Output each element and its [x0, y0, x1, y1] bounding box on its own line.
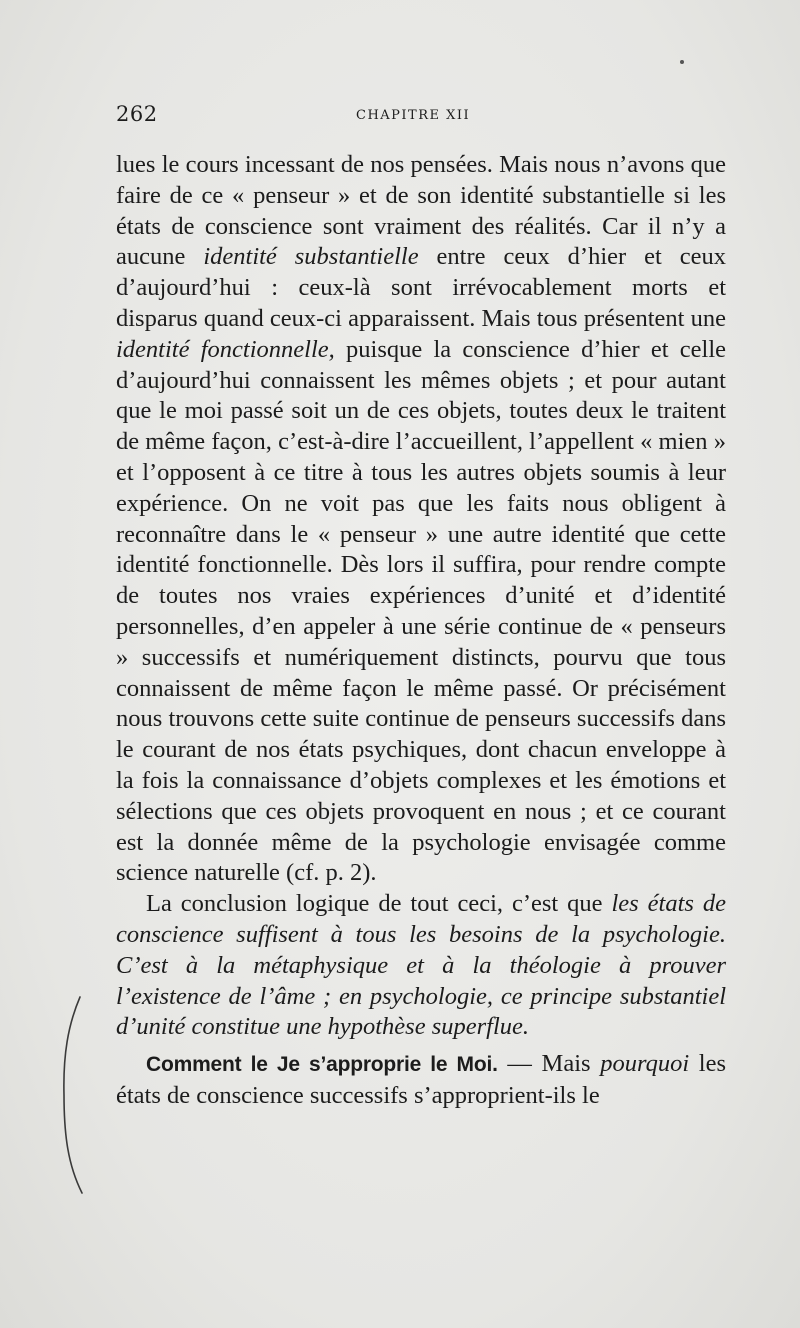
paragraph-identity-emphasis-2: identité fonctionnelle,	[116, 335, 335, 363]
pencil-margin-bracket	[58, 995, 84, 1195]
ink-speck	[680, 60, 684, 64]
paragraph-conclusion-text: La conclusion logique de tout ceci, c’est que	[146, 890, 612, 918]
paragraph-identity-text-1: lues le cours incessant de nos pensées. Mais nous n’avons que faire de ce « penseur » et de son identité substantielle si les états de conscience sont vraiment des réalités. Car il n’y a aucune	[116, 151, 726, 271]
paragraph-appropriation-text-1: — Mais	[497, 1050, 601, 1078]
paragraph-appropriation-emphasis: pourquoi	[600, 1050, 690, 1078]
paragraph-conclusion	[116, 889, 726, 1043]
paragraph-appropriation-text-2: les états de conscience successifs s’approprient-ils le	[116, 1050, 727, 1109]
paragraph-conclusion-emphasis: les états de conscience suffisent à tous les besoins de la psychologie. C’est à la métaphysique et à la théologie à prouver l’existence de l’âme ; en psychologie, ce principe substantiel d’unité constitue une hypothèse superflue.	[116, 890, 726, 1041]
paragraph-appropriation	[116, 1049, 726, 1112]
body-text	[116, 150, 726, 1112]
paragraph-identity-emphasis-1: identité substantielle	[203, 243, 419, 271]
paragraph-identity-text-3: puisque la conscience d’hier et celle d’aujourd’hui connaissent les mêmes objets ; et pour autant que le moi passé soit un de ces objets, toutes deux le traitent de même façon, c’est-à-dire l’accueillent, l’appellent « mien » et l’opposent à ce titre à tous les autres objets soumis à leur expérience. On ne voit pas que les faits nous obligent à reconnaître dans le « penseur » une autre identité que cette identité fonctionnelle. Dès lors il suffira, pour rendre compte de toutes nos vraies expériences d’unité et d’identité personnelles, d’en appeler à une série continue de « penseurs » successifs et numériquement distincts, pourvu que tous connaissent de même façon le même passé. Or précisément nous trouvons cette suite continue de penseurs successifs dans le courant de nos états psychiques, dont chacun enveloppe à la fois la connaissance d’objets complexes et les émotions et sélections que ces objets provoquent en nous ; et ce courant est la donnée même de la psychologie envisagée comme science naturelle (cf. p. 2).	[116, 335, 727, 887]
page-number: 262	[116, 102, 158, 126]
section-heading: Comment le Je s’approprie le Moi.	[146, 1053, 498, 1077]
paragraph-identity-text-2: entre ceux d’hier et ceux d’aujourd’hui : ceux-là sont irrévocablement morts et disparus quand ceux-ci apparaissent. Mais tous présentent une	[116, 243, 726, 332]
chapter-title: CHAPITRE XII	[356, 108, 471, 123]
running-head	[116, 100, 726, 130]
paragraph-identity	[116, 150, 726, 889]
